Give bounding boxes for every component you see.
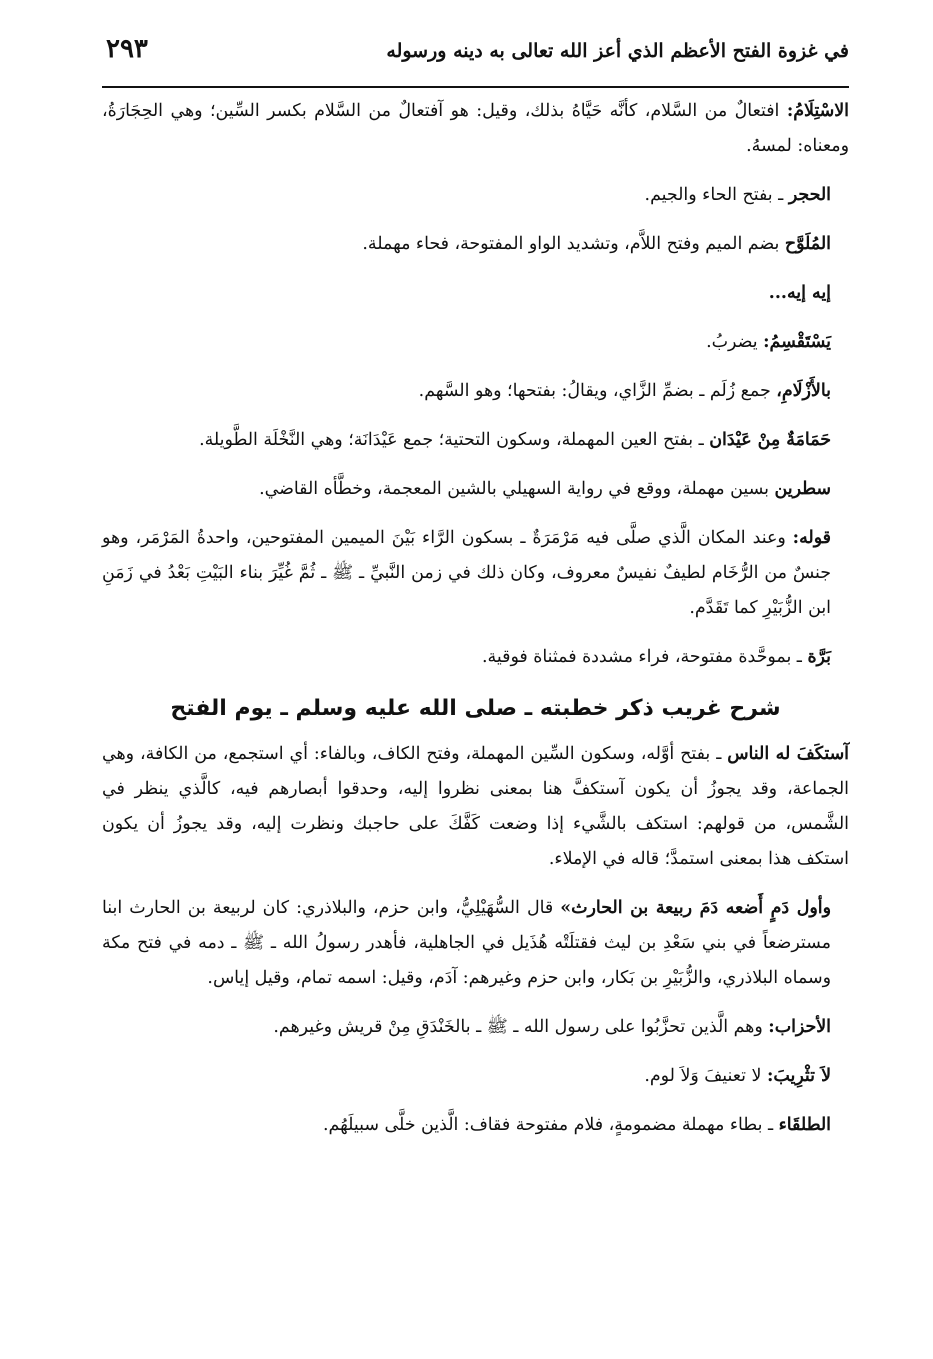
- entry-text: بسين مهملة، ووقع في رواية السهيلي بالشين المعجمة، وخطَّأه القاضي.: [259, 479, 775, 499]
- entry-text: ـ بطاء مهملة مضمومةٍ، فلام مفتوحة فقاف: الَّذين خلَّى سبيلَهُم.: [323, 1115, 779, 1135]
- entry-paragraph: [102, 1059, 849, 1094]
- entry-text: ـ بفتح أوَّله، وسكون السِّين المهملة، وفتح الكاف، وبالفاء: أي استجمع، من الكافة، وهي الجماعة، وقد يجوزُ أن يكون آستكفَّ هنا بمعنى نظروا إليه، وحدقوا أبصارهم فيه، كالَّذي ينظر في الشَّمس، من قولهم: استكف بالشَّيء إذا وضعت كَفَّكَ على حاجبك ونظرت إليه، وقد يجوزُ أن يكون استكف هذا بمعنى استمدَّ؛ قاله في الإملاء.: [102, 744, 849, 869]
- entry-term: إيه إيه...: [768, 283, 831, 303]
- entry-term: المُلَوَّح: [784, 234, 831, 254]
- entry-text: افتعالٌ من السَّلام، كأنَّه حَيَّاهُ بذلك، وقيل: هو آفتعالٌ من السَّلام بكسر السِّين؛ وهي الحِجَارَةُ، ومعناه: لمسهُ.: [102, 101, 849, 156]
- entry-paragraph: [102, 325, 849, 360]
- entry-text: قال السُّهَيْلِيُّ، وابن حزم، والبلاذري: كان لربيعة بن الحارث ابنا مسترضعاً في بني سَعْدِ بن ليث فقتلَتْه هُذَيل في الجاهلية، فأهدر رسولُ الله ـ ﷺ ـ دمه في فتح مكة وسماه البلاذري، والزُّبَيْرِ بن بَكار، وابن حزم وغيرهم: آدَم، وقيل: اسمه تمام، وقيل إياس.: [102, 898, 831, 988]
- entry-paragraph: [102, 472, 849, 507]
- entry-text: وهم الَّذين تحزَّبُوا على رسول الله ـ ﷺ ـ بالخَنْدَقِ مِنْ قريش وغيرهم.: [273, 1017, 769, 1037]
- entry-text: جمع زُلَم ـ بضمِّ الزَّاي، ويقالُ: بفتحها؛ وهو السَّهم.: [418, 381, 777, 401]
- entry-text: بضم الميم وفتح اللاَّم، وتشديد الواو المفتوحة، فحاء مهملة.: [362, 234, 785, 254]
- entry-term: الاسْتِلَامُ:: [786, 101, 849, 121]
- entry-text: يضربُ.: [706, 332, 764, 352]
- entry-text: ـ بفتح العين المهملة، وسكون التحتية؛ جمع عَيْدَانَة؛ وهي النَّخْلَة الطَّويلة.: [199, 430, 710, 450]
- entry-paragraph: [102, 891, 849, 996]
- entry-term: يَسْتَقْسِمُ:: [763, 332, 831, 352]
- entry-paragraph: [102, 640, 849, 675]
- entry-term: الأحزاب:: [768, 1017, 831, 1037]
- page-header: [102, 34, 849, 88]
- entry-paragraph: [102, 521, 849, 626]
- entry-term: قوله:: [792, 528, 831, 548]
- entry-text: ـ بموحَّدة مفتوحة، فراء مشددة فمثناة فوقية.: [482, 647, 808, 667]
- entry-term: بالأَزْلَامِ،: [776, 381, 831, 401]
- entry-text: وعند المكان الَّذي صلَّى فيه مَرْمَرَةٌ ـ بسكون الرَّاء بَيْنَ الميمين المفتوحين، واحدةُ المَرْمَر، وهو جنسٌ من الرُّخَام لطيفٌ نفيسٌ معروف، وكان ذلك في زمن النَّبيِّ ـ ﷺ ـ ثُمَّ غُيِّرَ بناء البَيْتِ بَعْدُ في زَمَنِ ابن الزُّبَيْرِ كما تَقَدَّم.: [102, 528, 831, 618]
- entry-term: الحجر: [788, 185, 831, 205]
- entry-paragraph: [102, 227, 849, 262]
- entry-term: لاَ تثْرِيبَ:: [767, 1066, 831, 1086]
- entry-term: بَرَّة: [807, 647, 831, 667]
- page-number: ٢٩٣: [106, 34, 148, 64]
- entry-paragraph: [102, 374, 849, 409]
- entry-text: ـ بفتح الحاء والجيم.: [644, 185, 789, 205]
- running-title: في غزوة الفتح الأعظم الذي أعز الله تعالى به دينه ورسوله: [386, 40, 849, 62]
- entry-paragraph: [102, 423, 849, 458]
- entry-paragraph: [102, 1108, 849, 1143]
- page-body: [102, 94, 849, 1157]
- entry-paragraph: [102, 276, 849, 311]
- entry-term: حَمَامَةٌ مِنْ عَيْدَان: [709, 430, 831, 450]
- entry-term: سطرين: [774, 479, 831, 499]
- entry-paragraph: [102, 1010, 849, 1045]
- entry-term: وأول دَمٍ أَضعه دَمَ ربيعة بن الحارث»: [560, 898, 831, 918]
- section-heading: شرح غريب ذكر خطبته ـ صلى الله عليه وسلم ـ يوم الفتح: [170, 696, 781, 721]
- entry-text: لا تعنيفَ وَلاَ لوم.: [644, 1066, 767, 1086]
- entry-term: آستكَفَ له الناس: [727, 744, 849, 764]
- entry-paragraph: [102, 94, 849, 164]
- entry-paragraph: [102, 178, 849, 213]
- entry-paragraph: [102, 737, 849, 877]
- entry-term: الطلقَاء: [778, 1115, 831, 1135]
